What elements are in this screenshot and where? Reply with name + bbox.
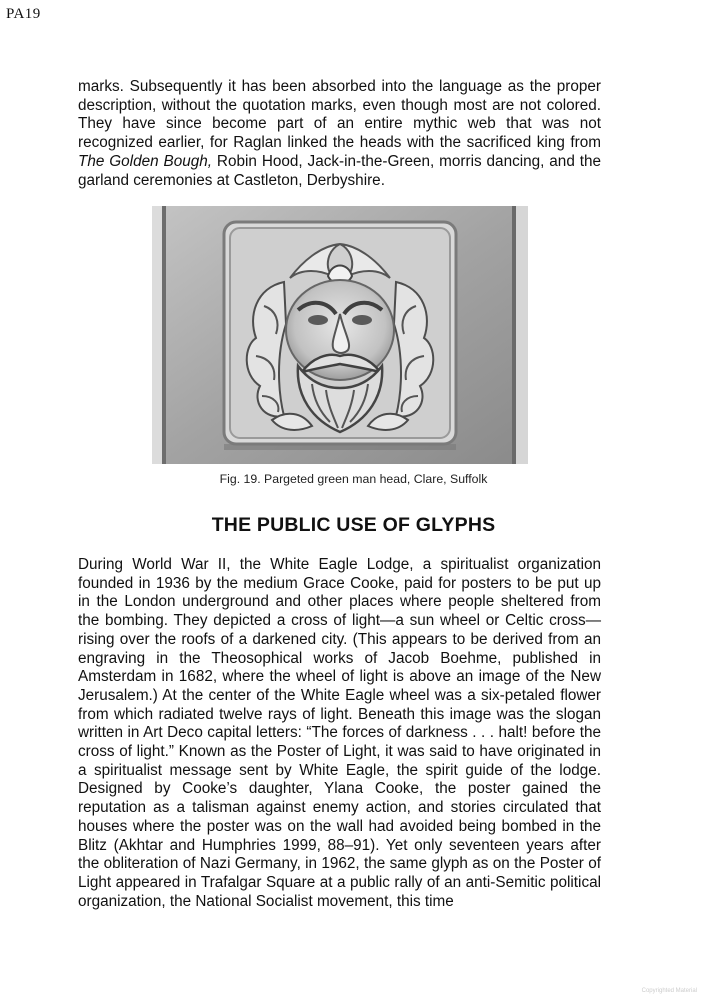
green-man-illustration (152, 206, 528, 464)
figure-caption: Fig. 19. Pargeted green man head, Clare, Suffolk (219, 472, 488, 486)
paragraph-body: During World War II, the White Eagle Lodge, a spiritualist organization founded in 1936 by the medium Grace Cooke, paid for posters to be put up in the London underground and other places where people sheltered from the bombing. They depicted a cross of light—a sun wheel or Celtic cross—rising over the roofs of a darkened city. (This appears to be derived from an engraving in the Theosophical works of Jacob Boehme, published in Amsterdam in 1682, where the wheel of light is above an image of the New Jerusalem.) At the center of the White Eagle wheel was a six-petaled flower from which radiated twelve rays of light. Beneath this image was the slogan written in Art Deco capital letters: “The forces of darkness . . . halt! before the cross of light.” Known as the Poster of Light, it was said to have originated in a spiritualist message sent by White Eagle, the spirit guide of the lodge. Designed by Cooke’s daughter, Ylana Cooke, the poster gained the reputation as a talisman against enemy action, and stories circulated that houses where the poster was on the wall had avoided being bombed in the Blitz (Akhtar and Humphries 1999, 88–91). Yet only seventeen years after the obliteration of Nazi Germany, in 1962, the same glyph as on the Poster of Light appeared in Trafalgar Square at a public rally of an anti-Semitic political organization, the National Socialist movement, this time (78, 556, 601, 910)
paragraph-intro (78, 78, 601, 190)
section-heading: THE PUBLIC USE OF GLYPHS (211, 514, 496, 536)
paragraph-intro-text-2: Robin Hood, Jack-in-the-Green, morris dancing, and the garland ceremonies at Castleton, Derbyshire. (78, 152, 602, 189)
green-man-photo (152, 206, 528, 464)
page-number: PA19 (6, 6, 41, 22)
paragraph-intro-text-1: marks. Subsequently it has been absorbed into the language as the proper description, without the quotation marks, even though most are not colored. They have since become part of an entire mythic web that was not recognized earlier, for Raglan linked the heads with the sacrificed king from (78, 78, 601, 152)
book-title-italic: The Golden Bough, (78, 152, 213, 170)
watermark: Copyrighted Material (641, 988, 697, 994)
